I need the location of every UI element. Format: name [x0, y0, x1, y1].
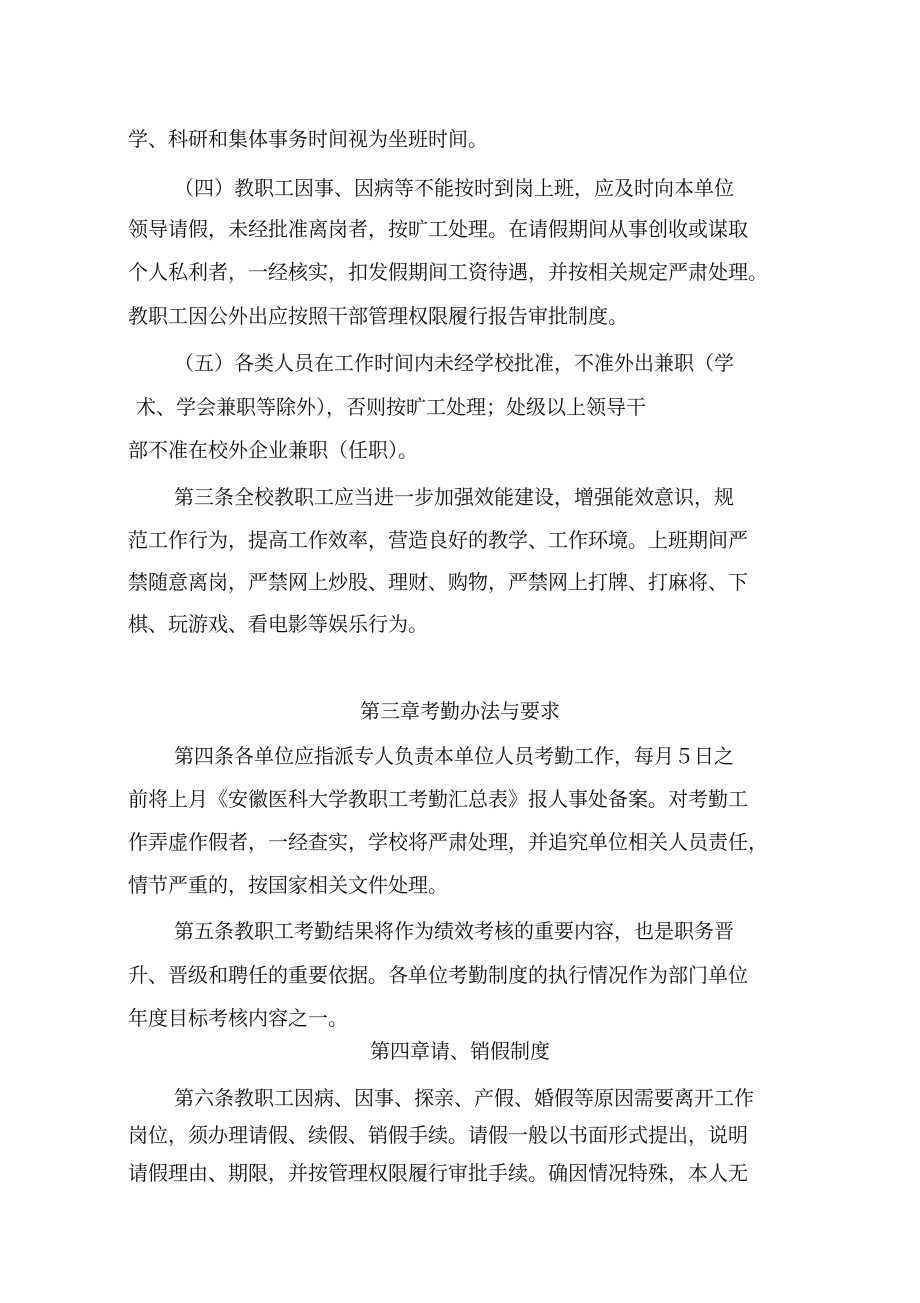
text-line: 年度目标考核内容之一。: [128, 1006, 348, 1030]
text-line: 前将上月《安徽医科大学教职工考勤汇总表》报人事处备案。对考勤工: [128, 787, 748, 811]
text-line: 教职工因公外出应按照干部管理权限履行报告审批制度。: [128, 304, 628, 328]
text-line: 领导请假，未经批准离岗者，按旷工处理。在请假期间从事创收或谋取: [128, 217, 748, 241]
text-line: 第六条教职工因病、因事、探亲、产假、婚假等原因需要离开工作: [174, 1086, 754, 1110]
chapter-heading: 第四章请、销假制度: [370, 1039, 550, 1063]
text-line: 情节严重的，按国家相关文件处理。: [128, 873, 448, 897]
text-line: 岗位，须办理请假、续假、销假手续。请假一般以书面形式提出，说明: [128, 1123, 748, 1147]
text-line: 部不准在校外企业兼职（任职）。: [128, 438, 418, 462]
text-line: 第四条各单位应指派专人负责本单位人员考勤工作，每月５日之: [174, 744, 734, 768]
text-line: （五）各类人员在工作时间内未经学校批准，不准外出兼职（学: [174, 351, 734, 375]
text-line: （四）教职工因事、因病等不能按时到岗上班，应及时向本单位: [174, 176, 734, 200]
text-line: 个人私利者，一经核实，扣发假期间工资待遇，并按相关规定严肃处理。: [128, 260, 768, 284]
text-line: 作弄虚作假者，一经查实，学校将严肃处理，并追究单位相关人员责任，: [128, 830, 768, 854]
text-line: 范工作行为，提高工作效率，营造良好的教学、工作环境。上班期间严: [128, 528, 748, 552]
text-line: 学、科研和集体事务时间视为坐班时间。: [128, 127, 488, 151]
text-line: 升、晋级和聘任的重要依据。各单位考勤制度的执行情况作为部门单位: [128, 963, 748, 987]
chapter-heading: 第三章考勤办法与要求: [360, 699, 560, 723]
text-line: 请假理由、期限，并按管理权限履行审批手续。确因情况特殊，本人无: [128, 1161, 748, 1185]
text-line: 术、学会兼职等除外），否则按旷工处理；处级以上领导干: [136, 395, 646, 419]
text-line: 禁随意离岗，严禁网上炒股、理财、购物，严禁网上打牌、打麻将、下: [128, 570, 748, 594]
text-line: 第三条全校教职工应当进一步加强效能建设，增强能效意识，规: [174, 485, 734, 509]
text-line: 第五条教职工考勤结果将作为绩效考核的重要内容，也是职务晋: [174, 919, 734, 943]
text-line: 棋、玩游戏、看电影等娱乐行为。: [128, 612, 428, 636]
